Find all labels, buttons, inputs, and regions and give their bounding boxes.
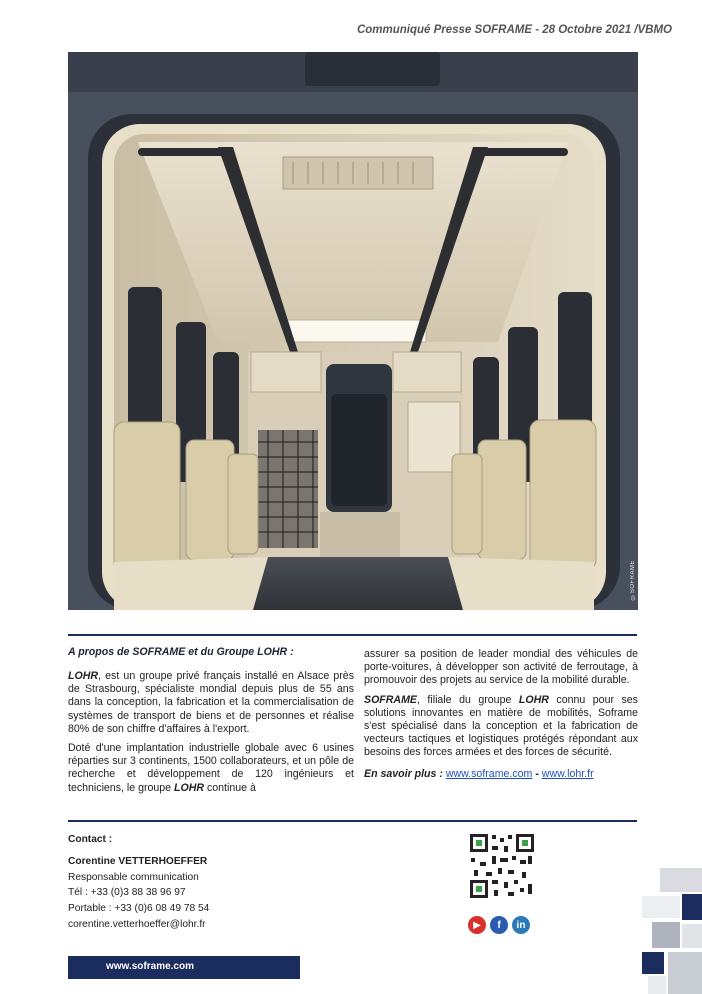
lohr-link[interactable]: www.lohr.fr <box>541 767 594 780</box>
footer-website[interactable]: www.soframe.com <box>106 961 194 972</box>
about-paragraph-3: assurer sa position de leader mondial des véhicules de porte-voitures, à développer son activité de ferroutage, à promouvoir des projets au service de la mobilité durable. <box>364 648 638 687</box>
photo-illustration <box>68 52 638 610</box>
contact-block <box>68 832 209 933</box>
qr-code-graphic <box>468 832 536 900</box>
contact-label: Contact : <box>68 834 113 845</box>
facebook-icon[interactable]: f <box>490 916 508 934</box>
qr-code[interactable] <box>468 832 536 900</box>
brand-lohr: LOHR <box>68 670 99 682</box>
footer-bar <box>68 956 300 979</box>
decorative-squares <box>642 868 702 994</box>
brand-lohr: LOHR <box>174 781 205 794</box>
contact-email[interactable]: corentine.vetterhoeffer@lohr.fr <box>68 918 206 930</box>
about-column-right <box>364 648 638 781</box>
brand-lohr: LOHR <box>518 693 549 706</box>
about-paragraph-1: LOHR, est un groupe privé français installé en Alsace près de Strasbourg, spécialiste mondial depuis plus de 55 ans dans la conception, la fabrication et la commercialisation de systèmes de transport de biens et de personnes et réalise 80% de son chiffre d'affaires à l'export. <box>68 670 354 735</box>
about-paragraph-2: Doté d'une implantation industrielle globale avec 6 usines réparties sur 3 continents, 1500 collaborateurs, et un pôle de recherche et développement de 120 ingénieurs et techniciens, le groupe LOHR continue à <box>68 742 354 794</box>
youtube-icon[interactable]: ▶ <box>468 916 486 934</box>
linkedin-icon[interactable]: in <box>512 916 530 934</box>
page-header: Communiqué Presse SOFRAME - 28 Octobre 2021 /VBMO <box>356 24 672 36</box>
contact-role: Responsable communication <box>68 871 199 883</box>
more-info: En savoir plus : www.soframe.com - www.lohr.fr <box>364 767 594 780</box>
contact-mobile: Portable : +33 (0)6 08 49 78 54 <box>68 903 210 915</box>
about-title: A propos de SOFRAME et du Groupe LOHR : <box>68 646 294 658</box>
about-paragraph-4: SOFRAME, filiale du groupe LOHR connu pour ses solutions innovantes en matière de mobilités, Soframe s'est spécialisé dans la conception et la fabrication de vecteurs tactiques et logistiques protégés répondant aux besoins des forces armées et des forces de sécurité. <box>364 693 638 759</box>
social-icons <box>468 916 530 934</box>
contact-name: Corentine VETTERHOEFFER <box>68 855 208 867</box>
brand-soframe: SOFRAME <box>364 693 417 706</box>
photo-credit: ©SOFRAME <box>630 560 636 600</box>
top-divider <box>68 634 637 636</box>
vehicle-interior-photo <box>68 52 638 610</box>
soframe-link[interactable]: www.soframe.com <box>445 767 533 780</box>
contact-phone: Tél : +33 (0)3 88 38 96 97 <box>68 887 186 899</box>
about-column-left <box>68 670 354 801</box>
bottom-divider <box>68 820 637 822</box>
